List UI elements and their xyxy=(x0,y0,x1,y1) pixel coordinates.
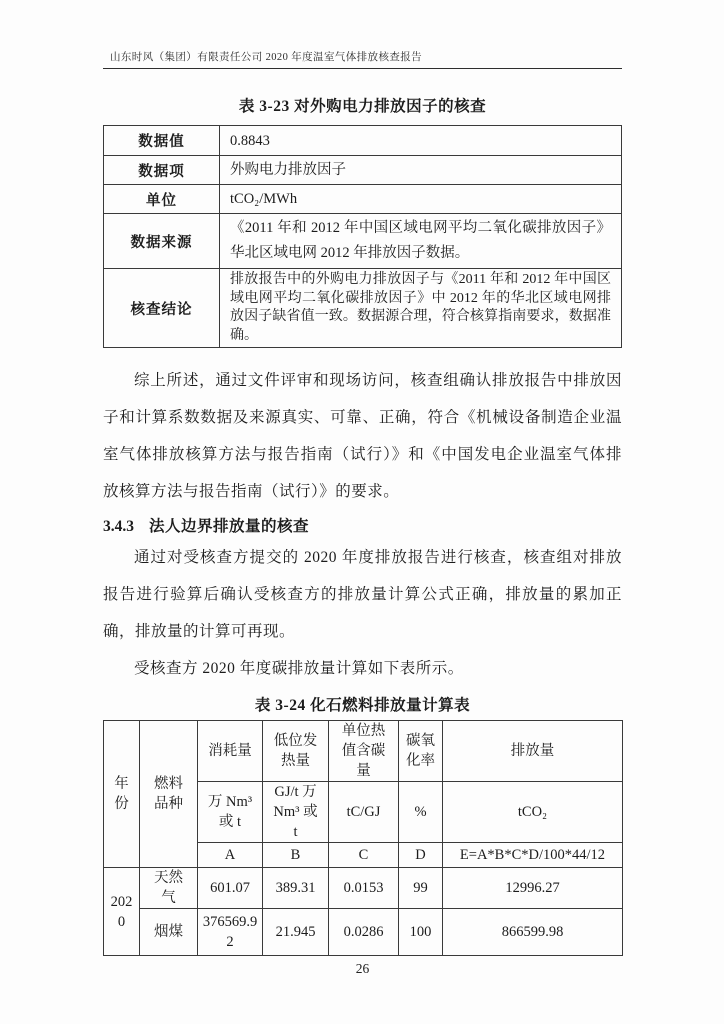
table-3-23 xyxy=(103,125,622,348)
ncv-cell: 21.945 xyxy=(263,909,329,956)
row-value-unit: tCO₂/MWh xyxy=(220,185,622,214)
data-row-natural-gas xyxy=(104,868,623,909)
carbon-content-cell: 0.0286 xyxy=(329,909,399,956)
header-title: 山东时风（集团）有限责任公司 2020 年度温室气体排放核查报告 xyxy=(103,49,622,69)
page-content xyxy=(103,0,622,977)
ncv-cell: 389.31 xyxy=(263,868,329,909)
formula-e: E=A*B*C*D/100*44/12 xyxy=(443,843,623,868)
section-heading xyxy=(103,514,622,536)
unit-ncv: GJ/t 万 Nm³ 或 t xyxy=(263,782,329,843)
table-row xyxy=(104,156,622,185)
table-3-23-caption: 表 3-23 对外购电力排放因子的核查 xyxy=(238,98,487,115)
table-row xyxy=(104,126,622,156)
carbon-content-cell: 0.0153 xyxy=(329,868,399,909)
table-row xyxy=(104,214,622,269)
section-number: 3.4.3 xyxy=(103,518,134,535)
row-label-unit: 单位 xyxy=(104,185,220,214)
row-value-data-item: 外购电力排放因子 xyxy=(220,156,622,185)
table-header-row xyxy=(104,721,623,782)
symbol-a: A xyxy=(198,843,263,868)
table-row xyxy=(104,269,622,348)
symbol-c: C xyxy=(329,843,399,868)
row-label-data-source: 数据来源 xyxy=(104,214,220,269)
col-header-fuel: 燃料品种 xyxy=(140,721,198,868)
symbol-b: B xyxy=(263,843,329,868)
table-row xyxy=(104,185,622,214)
col-header-carbon-content: 单位热值含碳量 xyxy=(329,721,399,782)
running-header xyxy=(103,0,622,69)
row-label-data-item: 数据项 xyxy=(104,156,220,185)
row-value-data-source: 《2011 年和 2012 年中国区域电网平均二氧化碳排放因子》华北区域电网 2012 年排放因子数据。 xyxy=(220,214,622,269)
oxidation-rate-cell: 100 xyxy=(399,909,443,956)
col-header-emission: 排放量 xyxy=(443,721,623,782)
col-header-consumption: 消耗量 xyxy=(198,721,263,782)
page-number: 26 xyxy=(355,961,370,976)
table-3-24 xyxy=(103,720,623,956)
row-label-data-value: 数据值 xyxy=(104,126,220,156)
table-3-24-caption: 表 3-24 化石燃料排放量计算表 xyxy=(254,697,471,714)
data-row-coal xyxy=(104,909,623,956)
section-title: 法人边界排放量的核查 xyxy=(149,518,310,535)
fuel-name-cell: 烟煤 xyxy=(140,909,198,956)
unit-oxidation-rate: % xyxy=(399,782,443,843)
unit-consumption: 万 Nm³ 或 t xyxy=(198,782,263,843)
consumption-cell: 376569.92 xyxy=(198,909,263,956)
unit-emission: tCO₂ xyxy=(443,782,623,843)
row-value-conclusion: 排放报告中的外购电力排放因子与《2011 年和 2012 年中国区域电网平均二氧化碳排放因子》中 2012 年的华北区域电网排放因子缺省值一致。数据源合理，符合核算指南要求，数据准确。 xyxy=(220,269,622,348)
unit-carbon-content: tC/GJ xyxy=(329,782,399,843)
consumption-cell: 601.07 xyxy=(198,868,263,909)
summary-paragraph: 综上所述，通过文件评审和现场访问，核查组确认排放报告中排放因子和计算系数数据及来源真实、可靠、正确，符合《机械设备制造企业温室气体排放核算方法与报告指南（试行）》和《中国发电企业温室气体排放核算方法与报告指南（试行）》的要求。 xyxy=(103,372,622,500)
table-intro-paragraph: 受核查方 2020 年度碳排放量计算如下表所示。 xyxy=(134,660,464,677)
oxidation-rate-cell: 99 xyxy=(399,868,443,909)
row-label-conclusion: 核查结论 xyxy=(104,269,220,348)
col-header-oxidation-rate: 碳氧化率 xyxy=(399,721,443,782)
emission-cell: 866599.98 xyxy=(443,909,623,956)
verification-paragraph: 通过对受核查方提交的 2020 年度排放报告进行核查，核查组对排放报告进行验算后确认受核查方的排放量计算公式正确，排放量的累加正确，排放量的计算可再现。 xyxy=(103,549,622,640)
symbol-d: D xyxy=(399,843,443,868)
row-value-data-value: 0.8843 xyxy=(220,126,622,156)
fuel-name-cell: 天然气 xyxy=(140,868,198,909)
year-value-cell: 2020 xyxy=(104,868,140,956)
col-header-ncv: 低位发热量 xyxy=(263,721,329,782)
col-header-year: 年份 xyxy=(104,721,140,868)
emission-cell: 12996.27 xyxy=(443,868,623,909)
